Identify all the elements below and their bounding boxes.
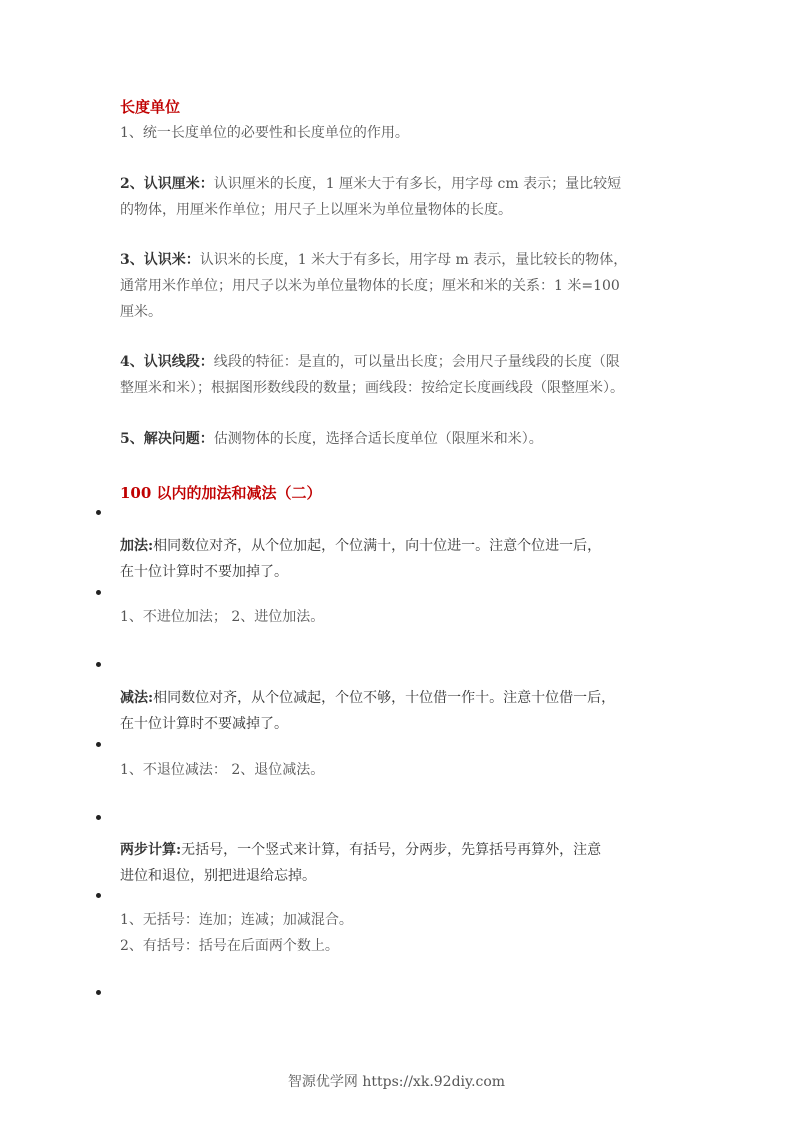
length-item-4-line2: 整厘米和米）；根据图形数线段的数量；画线段：按给定长度画线段（限整厘米）。	[120, 380, 624, 396]
two-step-line2: 进位和退位，别把进退给忘掉。	[120, 868, 316, 884]
length-item-3-line1: 认识米的长度，1 米大于有多长，用字母 m 表示，量比较长的物体，	[199, 252, 628, 268]
section-title-length-units: 长度单位	[120, 98, 181, 116]
length-item-1: 1、统一长度单位的必要性和长度单位的作用。	[120, 125, 409, 141]
two-step-rule	[120, 837, 601, 863]
subtraction-types: 1、不退位减法： 2、退位减法。	[120, 762, 325, 778]
length-item-5	[120, 426, 543, 452]
bullet	[96, 990, 101, 995]
addition-types: 1、不进位加法； 2、进位加法。	[120, 609, 325, 625]
length-item-3-line3: 厘米。	[120, 304, 162, 320]
length-item-2-line2: 的物体，用厘米作单位；用尺子上以厘米为单位量物体的长度。	[120, 202, 512, 218]
section-title-add-subtract: 100 以内的加法和减法（二）	[120, 484, 322, 502]
addition-rule	[120, 533, 601, 559]
subtraction-line1: 相同数位对齐，从个位减起，个位不够，十位借一作十。注意十位借一后，	[153, 690, 616, 706]
length-item-4	[120, 349, 620, 375]
addition-line2: 在十位计算时不要加掉了。	[120, 564, 288, 580]
length-item-4-line1: 线段的特征：是直的，可以量出长度；会用尺子量线段的长度（限	[213, 354, 620, 370]
two-step-item-1: 1、无括号：连加；连减；加减混合。	[120, 912, 353, 928]
subtraction-line2: 在十位计算时不要减掉了。	[120, 716, 288, 732]
two-step-item-2: 2、有括号：括号在后面两个数上。	[120, 938, 339, 954]
bullet	[96, 893, 101, 898]
bullet	[96, 815, 101, 820]
length-item-2-line1: 认识厘米的长度，1 厘米大于有多长，用字母 cm 表示；量比较短	[213, 176, 622, 192]
bullet	[96, 590, 101, 595]
footer-site-link[interactable]: 智源优学网 https://xk.92diy.com	[287, 1074, 506, 1090]
two-step-label: 两步计算:	[120, 842, 182, 858]
length-item-3-line2: 通常用米作单位；用尺子以米为单位量物体的长度；厘米和米的关系：1 米=100	[120, 278, 620, 294]
length-item-2-label: 2、认识厘米：	[120, 176, 214, 192]
length-item-4-label: 4、认识线段：	[120, 354, 214, 370]
bullet	[96, 742, 101, 747]
bullet	[96, 510, 101, 515]
subtraction-rule	[120, 685, 615, 711]
length-item-5-line1: 估测物体的长度，选择合适长度单位（限厘米和米）。	[213, 431, 543, 447]
length-item-3-label: 3、认识米：	[120, 252, 200, 268]
length-item-3	[120, 247, 627, 273]
length-item-5-label: 5、解决问题：	[120, 431, 214, 447]
length-item-2	[120, 171, 621, 197]
bullet	[96, 662, 101, 667]
subtraction-label: 减法:	[120, 690, 154, 706]
addition-label: 加法:	[120, 538, 154, 554]
addition-line1: 相同数位对齐，从个位加起，个位满十，向十位进一。注意个位进一后，	[153, 538, 602, 554]
two-step-line1: 无括号，一个竖式来计算，有括号，分两步，先算括号再算外，注意	[181, 842, 602, 858]
